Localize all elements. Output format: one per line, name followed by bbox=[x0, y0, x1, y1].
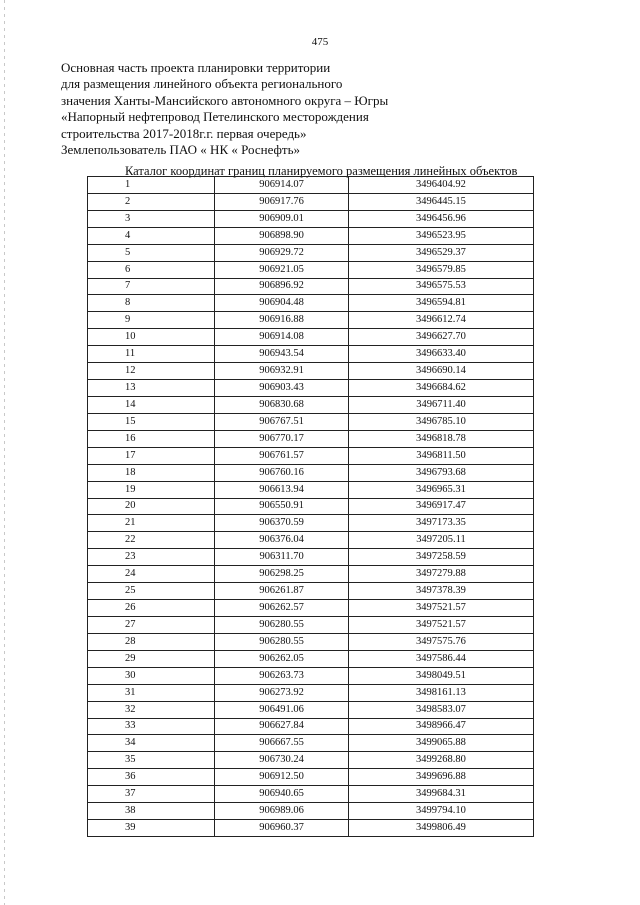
table-row bbox=[88, 616, 534, 633]
table-row bbox=[88, 701, 534, 718]
table-row bbox=[88, 650, 534, 667]
table-row bbox=[88, 380, 534, 397]
table-row bbox=[88, 786, 534, 803]
y-coordinate-cell: 3498161.13 bbox=[348, 684, 533, 701]
y-coordinate-cell: 3496612.74 bbox=[348, 312, 533, 329]
table-row bbox=[88, 718, 534, 735]
x-coordinate-cell: 906767.51 bbox=[215, 413, 349, 430]
point-number-cell: 29 bbox=[88, 650, 215, 667]
y-coordinate-cell: 3496711.40 bbox=[348, 396, 533, 413]
table-row bbox=[88, 549, 534, 566]
point-number-cell: 7 bbox=[88, 278, 215, 295]
point-number-cell: 34 bbox=[88, 735, 215, 752]
point-number-cell: 6 bbox=[88, 261, 215, 278]
table-row bbox=[88, 227, 534, 244]
table-row bbox=[88, 312, 534, 329]
table-row bbox=[88, 600, 534, 617]
x-coordinate-cell: 906311.70 bbox=[215, 549, 349, 566]
table-caption: Каталог координат границ планируемого размещения линейных объектов bbox=[125, 164, 518, 178]
y-coordinate-cell: 3496456.96 bbox=[348, 210, 533, 227]
x-coordinate-cell: 906830.68 bbox=[215, 396, 349, 413]
y-coordinate-cell: 3497205.11 bbox=[348, 532, 533, 549]
heading-line: «Напорный нефтепровод Петелинского месторождения bbox=[61, 109, 369, 125]
y-coordinate-cell: 3498049.51 bbox=[348, 667, 533, 684]
y-coordinate-cell: 3497575.76 bbox=[348, 633, 533, 650]
table-row bbox=[88, 447, 534, 464]
x-coordinate-cell: 906903.43 bbox=[215, 380, 349, 397]
point-number-cell: 3 bbox=[88, 210, 215, 227]
point-number-cell: 18 bbox=[88, 464, 215, 481]
table-row bbox=[88, 769, 534, 786]
point-number-cell: 14 bbox=[88, 396, 215, 413]
y-coordinate-cell: 3496965.31 bbox=[348, 481, 533, 498]
table-row bbox=[88, 363, 534, 380]
x-coordinate-cell: 906898.90 bbox=[215, 227, 349, 244]
x-coordinate-cell: 906921.05 bbox=[215, 261, 349, 278]
coordinates-table bbox=[87, 176, 534, 837]
point-number-cell: 9 bbox=[88, 312, 215, 329]
point-number-cell: 39 bbox=[88, 820, 215, 837]
heading-line: строительства 2017-2018г.г. первая очередь» bbox=[61, 125, 307, 141]
point-number-cell: 25 bbox=[88, 583, 215, 600]
point-number-cell: 11 bbox=[88, 346, 215, 363]
point-number-cell: 32 bbox=[88, 701, 215, 718]
y-coordinate-cell: 3499696.88 bbox=[348, 769, 533, 786]
x-coordinate-cell: 906904.48 bbox=[215, 295, 349, 312]
x-coordinate-cell: 906943.54 bbox=[215, 346, 349, 363]
y-coordinate-cell: 3496684.62 bbox=[348, 380, 533, 397]
x-coordinate-cell: 906298.25 bbox=[215, 566, 349, 583]
point-number-cell: 27 bbox=[88, 616, 215, 633]
point-number-cell: 35 bbox=[88, 752, 215, 769]
table-row bbox=[88, 532, 534, 549]
table-row bbox=[88, 633, 534, 650]
point-number-cell: 21 bbox=[88, 515, 215, 532]
x-coordinate-cell: 906273.92 bbox=[215, 684, 349, 701]
table-row bbox=[88, 515, 534, 532]
x-coordinate-cell: 906989.06 bbox=[215, 803, 349, 820]
point-number-cell: 10 bbox=[88, 329, 215, 346]
table-row bbox=[88, 295, 534, 312]
x-coordinate-cell: 906917.76 bbox=[215, 193, 349, 210]
y-coordinate-cell: 3496445.15 bbox=[348, 193, 533, 210]
x-coordinate-cell: 906280.55 bbox=[215, 616, 349, 633]
point-number-cell: 23 bbox=[88, 549, 215, 566]
point-number-cell: 15 bbox=[88, 413, 215, 430]
x-coordinate-cell: 906909.01 bbox=[215, 210, 349, 227]
x-coordinate-cell: 906760.16 bbox=[215, 464, 349, 481]
y-coordinate-cell: 3496633.40 bbox=[348, 346, 533, 363]
y-coordinate-cell: 3499065.88 bbox=[348, 735, 533, 752]
x-coordinate-cell: 906932.91 bbox=[215, 363, 349, 380]
y-coordinate-cell: 3496818.78 bbox=[348, 430, 533, 447]
y-coordinate-cell: 3499268.80 bbox=[348, 752, 533, 769]
table-row bbox=[88, 667, 534, 684]
table-row bbox=[88, 396, 534, 413]
page-number: 475 bbox=[311, 36, 329, 48]
y-coordinate-cell: 3499684.31 bbox=[348, 786, 533, 803]
y-coordinate-cell: 3497173.35 bbox=[348, 515, 533, 532]
point-number-cell: 16 bbox=[88, 430, 215, 447]
heading-line: значения Ханты-Мансийского автономного округа – Югры bbox=[61, 92, 389, 108]
x-coordinate-cell: 906929.72 bbox=[215, 244, 349, 261]
x-coordinate-cell: 906370.59 bbox=[215, 515, 349, 532]
coordinates-table-body bbox=[88, 177, 534, 837]
point-number-cell: 33 bbox=[88, 718, 215, 735]
table-row bbox=[88, 803, 534, 820]
heading-line: для размещения линейного объекта регионального bbox=[61, 76, 343, 92]
y-coordinate-cell: 3497521.57 bbox=[348, 600, 533, 617]
y-coordinate-cell: 3499794.10 bbox=[348, 803, 533, 820]
document-heading bbox=[61, 60, 541, 158]
point-number-cell: 17 bbox=[88, 447, 215, 464]
table-row bbox=[88, 684, 534, 701]
table-row bbox=[88, 430, 534, 447]
table-row bbox=[88, 735, 534, 752]
heading-line: Основная часть проекта планировки территории bbox=[61, 60, 331, 75]
x-coordinate-cell: 906914.07 bbox=[215, 177, 349, 194]
y-coordinate-cell: 3496793.68 bbox=[348, 464, 533, 481]
table-row bbox=[88, 278, 534, 295]
table-row bbox=[88, 261, 534, 278]
y-coordinate-cell: 3497586.44 bbox=[348, 650, 533, 667]
y-coordinate-cell: 3497258.59 bbox=[348, 549, 533, 566]
table-row bbox=[88, 210, 534, 227]
y-coordinate-cell: 3496594.81 bbox=[348, 295, 533, 312]
point-number-cell: 4 bbox=[88, 227, 215, 244]
point-number-cell: 19 bbox=[88, 481, 215, 498]
y-coordinate-cell: 3496690.14 bbox=[348, 363, 533, 380]
x-coordinate-cell: 906914.08 bbox=[215, 329, 349, 346]
table-row bbox=[88, 193, 534, 210]
table-row bbox=[88, 481, 534, 498]
x-coordinate-cell: 906613.94 bbox=[215, 481, 349, 498]
point-number-cell: 5 bbox=[88, 244, 215, 261]
x-coordinate-cell: 906896.92 bbox=[215, 278, 349, 295]
point-number-cell: 22 bbox=[88, 532, 215, 549]
table-row bbox=[88, 244, 534, 261]
x-coordinate-cell: 906940.65 bbox=[215, 786, 349, 803]
y-coordinate-cell: 3498583.07 bbox=[348, 701, 533, 718]
point-number-cell: 12 bbox=[88, 363, 215, 380]
point-number-cell: 2 bbox=[88, 193, 215, 210]
x-coordinate-cell: 906627.84 bbox=[215, 718, 349, 735]
point-number-cell: 26 bbox=[88, 600, 215, 617]
y-coordinate-cell: 3496404.92 bbox=[348, 177, 533, 194]
point-number-cell: 30 bbox=[88, 667, 215, 684]
y-coordinate-cell: 3496811.50 bbox=[348, 447, 533, 464]
table-row bbox=[88, 498, 534, 515]
x-coordinate-cell: 906730.24 bbox=[215, 752, 349, 769]
y-coordinate-cell: 3497378.39 bbox=[348, 583, 533, 600]
table-row bbox=[88, 464, 534, 481]
x-coordinate-cell: 906376.04 bbox=[215, 532, 349, 549]
table-row bbox=[88, 346, 534, 363]
x-coordinate-cell: 906761.57 bbox=[215, 447, 349, 464]
x-coordinate-cell: 906491.06 bbox=[215, 701, 349, 718]
x-coordinate-cell: 906262.57 bbox=[215, 600, 349, 617]
point-number-cell: 38 bbox=[88, 803, 215, 820]
point-number-cell: 13 bbox=[88, 380, 215, 397]
y-coordinate-cell: 3496627.70 bbox=[348, 329, 533, 346]
point-number-cell: 36 bbox=[88, 769, 215, 786]
x-coordinate-cell: 906550.91 bbox=[215, 498, 349, 515]
table-row bbox=[88, 413, 534, 430]
point-number-cell: 20 bbox=[88, 498, 215, 515]
point-number-cell: 8 bbox=[88, 295, 215, 312]
scan-edge-line bbox=[4, 0, 5, 905]
table-row bbox=[88, 177, 534, 194]
y-coordinate-cell: 3497521.57 bbox=[348, 616, 533, 633]
point-number-cell: 1 bbox=[88, 177, 215, 194]
x-coordinate-cell: 906960.37 bbox=[215, 820, 349, 837]
y-coordinate-cell: 3496917.47 bbox=[348, 498, 533, 515]
point-number-cell: 37 bbox=[88, 786, 215, 803]
point-number-cell: 24 bbox=[88, 566, 215, 583]
y-coordinate-cell: 3496529.37 bbox=[348, 244, 533, 261]
x-coordinate-cell: 906261.87 bbox=[215, 583, 349, 600]
x-coordinate-cell: 906916.88 bbox=[215, 312, 349, 329]
x-coordinate-cell: 906280.55 bbox=[215, 633, 349, 650]
y-coordinate-cell: 3497279.88 bbox=[348, 566, 533, 583]
heading-line: Землепользователь ПАО « НК « Роснефть» bbox=[61, 142, 301, 158]
x-coordinate-cell: 906770.17 bbox=[215, 430, 349, 447]
table-row bbox=[88, 329, 534, 346]
y-coordinate-cell: 3496575.53 bbox=[348, 278, 533, 295]
x-coordinate-cell: 906262.05 bbox=[215, 650, 349, 667]
y-coordinate-cell: 3496579.85 bbox=[348, 261, 533, 278]
table-row bbox=[88, 566, 534, 583]
point-number-cell: 31 bbox=[88, 684, 215, 701]
y-coordinate-cell: 3498966.47 bbox=[348, 718, 533, 735]
y-coordinate-cell: 3496523.95 bbox=[348, 227, 533, 244]
table-row bbox=[88, 752, 534, 769]
table-row bbox=[88, 583, 534, 600]
x-coordinate-cell: 906263.73 bbox=[215, 667, 349, 684]
x-coordinate-cell: 906912.50 bbox=[215, 769, 349, 786]
point-number-cell: 28 bbox=[88, 633, 215, 650]
y-coordinate-cell: 3499806.49 bbox=[348, 820, 533, 837]
y-coordinate-cell: 3496785.10 bbox=[348, 413, 533, 430]
table-row bbox=[88, 820, 534, 837]
x-coordinate-cell: 906667.55 bbox=[215, 735, 349, 752]
